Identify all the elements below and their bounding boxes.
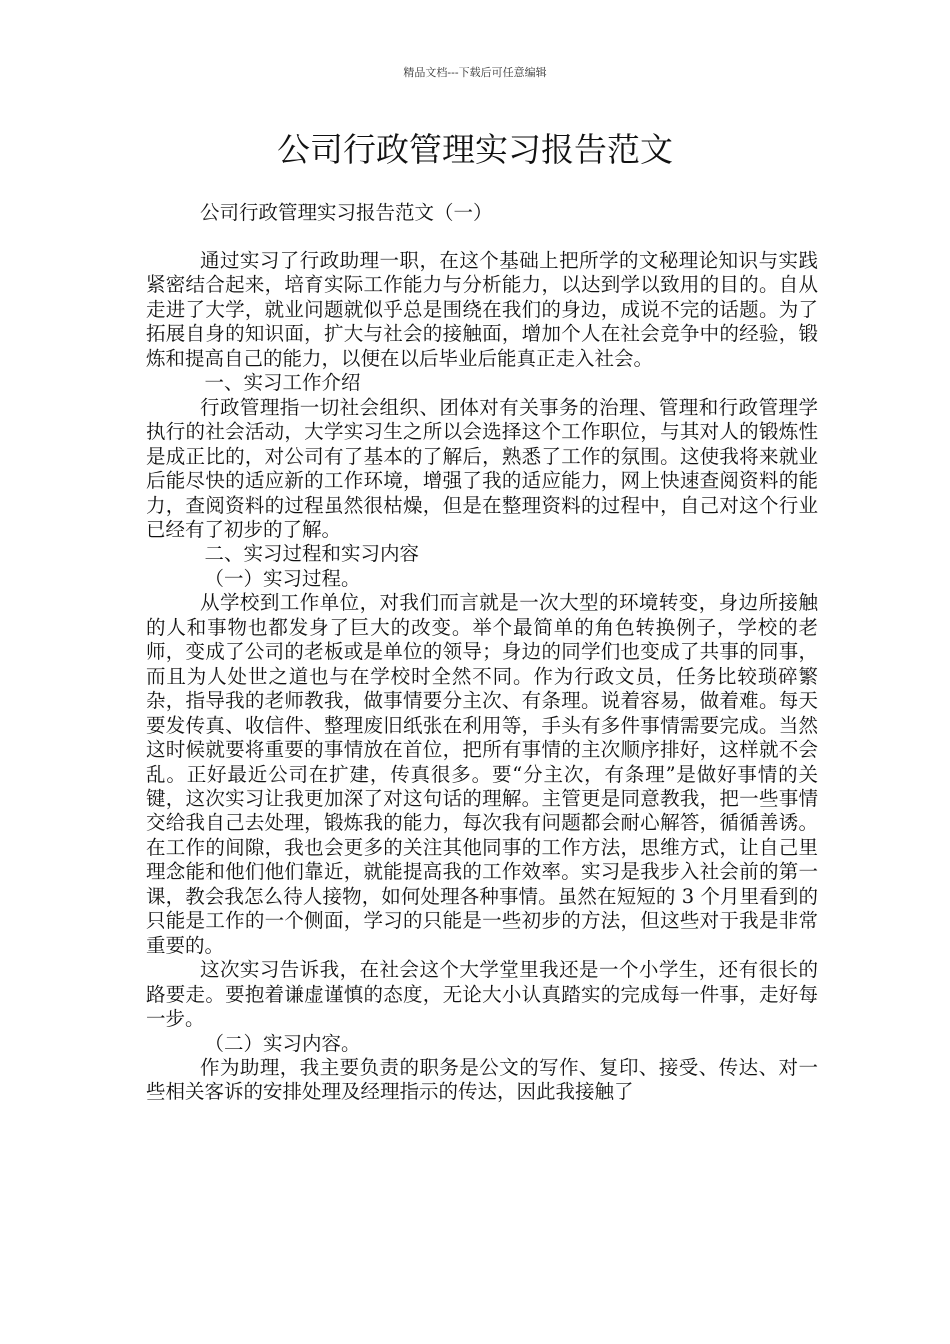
- paragraph-work-intro: 行政管理指一切社会组织、团体对有关事务的治理、管理和行政管理学执行的社会活动，大学实习生之所以会选择这个工作职位，与其对人的锻炼性是成正比的，对公司有了基本的了解后，熟悉了工作的氛围。这使我将来就业后能尽快的适应新的工作环境，增强了我的适应能力，网上快速查阅资料的能力，查阅资料的过程虽然很枯燥，但是在整理资料的过程中，自己对这个行业已经有了初步的了解。: [146, 395, 818, 541]
- paragraph-process: 从学校到工作单位，对我们而言就是一次大型的环境转变，身边所接触的人和事物也都发身了巨大的改变。举个最简单的角色转换例子，学校的老师，变成了公司的老板或是单位的领导；身边的同学们也变成了共事的同事，而且为人处世之道也与在学校时全然不同。作为行政文员，任务比较琐碎繁杂，指导我的老师教我，做事情要分主次、有条理。说着容易，做着难。每天要发传真、收信件、整理废旧纸张在利用等，手头有多件事情需要完成。当然这时候就要将重要的事情放在首位，把所有事情的主次顺序排好，这样就不会乱。正好最近公司在扩建，传真很多。要“分主次，有条理”是做好事情的关键，这次实习让我更加深了对这句话的理解。主管更是同意教我，把一些事情交给我自己去处理，锻炼我的能力，每次我有问题都会耐心解答，循循善诱。在工作的间隙，我也会更多的关注其他同事的工作方法，思维方式，让自己里理念能和他们他们靠近，就能提高我的工作效率。实习是我步入社会前的第一课，教会我怎么待人接物，如何处理各种事情。虽然在短短的 3 个月里看到的只能是工作的一个侧面，学习的只能是一些初步的方法，但这些对于我是非常重要的。: [146, 591, 818, 957]
- page-header-note: 精品文档---下载后可任意编辑: [403, 66, 547, 79]
- document-title: 公司行政管理实习报告范文: [277, 130, 673, 169]
- subsection-heading-process: （一）实习过程。: [204, 566, 361, 590]
- paragraph-intro: 通过实习了行政助理一职，在这个基础上把所学的文秘理论知识与实践紧密结合起来，培育实际工作能力与分析能力，以达到学以致用的目的。自从走进了大学，就业问题就似乎总是围绕在我们的身边，成说不完的话题。为了拓展自身的知识面，扩大与社会的接触面，增加个人在社会竞争中的经验，锻炼和提高自己的能力，以便在以后毕业后能真正走入社会。: [146, 249, 818, 370]
- document-body: [146, 249, 818, 1105]
- section-heading-work-intro: 一、实习工作介绍: [204, 371, 361, 395]
- section-heading-process-content: 二、实习过程和实习内容: [204, 542, 420, 566]
- paragraph-lesson: 这次实习告诉我，在社会这个大学堂里我还是一个小学生，还有很长的路要走。要抱着谦虚谨慎的态度，无论大小认真踏实的完成每一件事，走好每一步。: [146, 958, 818, 1031]
- document-subtitle: 公司行政管理实习报告范文（一）: [200, 201, 493, 224]
- paragraph-content: 作为助理，我主要负责的职务是公文的写作、复印、接受、传达、对一些相关客诉的安排处理及经理指示的传达，因此我接触了: [146, 1055, 818, 1104]
- subsection-heading-content: （二）实习内容。: [204, 1031, 361, 1055]
